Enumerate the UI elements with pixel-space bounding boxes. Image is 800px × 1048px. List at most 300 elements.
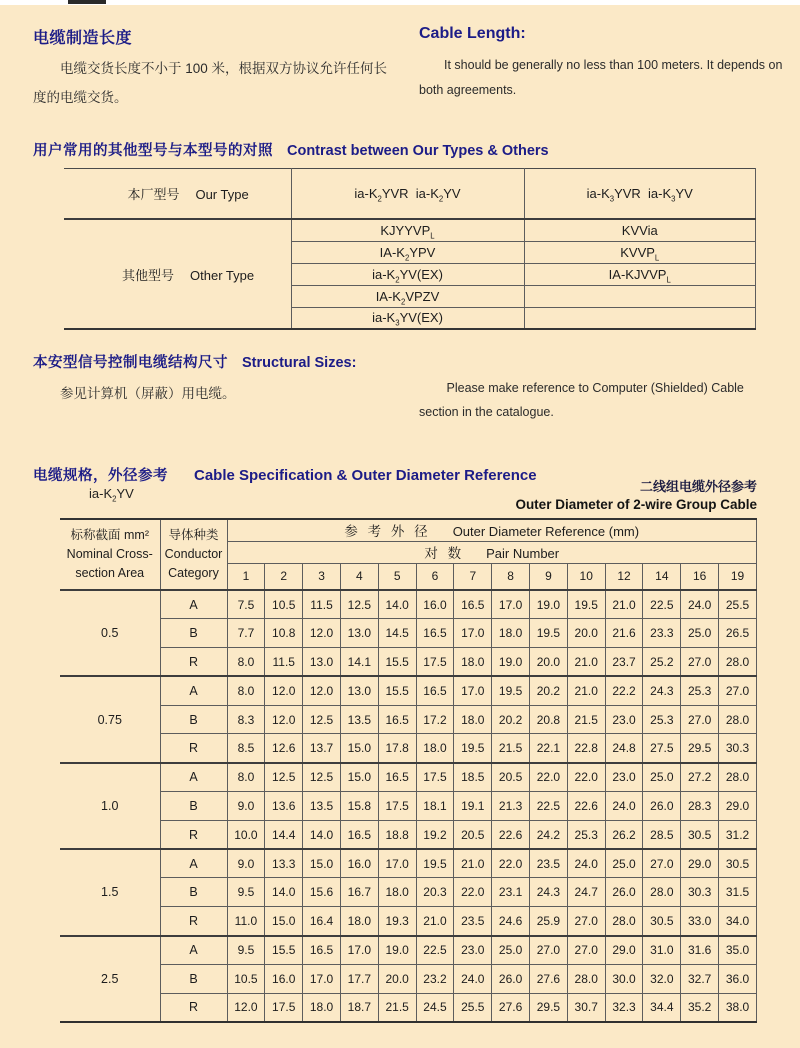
outer-diameter-value-cell: 23.5	[530, 849, 568, 878]
pair-number-cell: 16	[681, 563, 719, 590]
pair-number-cell: 7	[454, 563, 492, 590]
header-en: Pair Number	[486, 546, 560, 561]
title-text-en: Contrast between Our Types & Others	[287, 143, 549, 160]
outer-diameter-value-cell: 34.4	[643, 993, 681, 1022]
outer-diameter-value-cell: 17.0	[454, 619, 492, 648]
our-type-cell: $ia-K_3YVR$ $ia-K_3YV$	[524, 169, 756, 220]
outer-diameter-value-cell: 15.5	[265, 936, 303, 965]
outer-diameter-value-cell: 9.5	[227, 878, 265, 907]
title-text: Cable Length:	[419, 25, 526, 43]
cross-section-size-cell: 1.0	[60, 763, 160, 849]
header-line: Nominal Cross-	[66, 547, 153, 562]
outer-diameter-value-cell: 17.0	[378, 849, 416, 878]
outer-diameter-value-cell: 15.5	[378, 676, 416, 705]
conductor-category-cell: R	[160, 993, 227, 1022]
outer-diameter-value-cell: 28.3	[681, 792, 719, 821]
header-line: section Area	[75, 565, 145, 580]
outer-diameter-value-cell: 13.7	[303, 734, 341, 763]
outer-diameter-value-cell: 25.5	[454, 993, 492, 1022]
outer-diameter-value-cell: 25.5	[719, 590, 757, 619]
outer-diameter-value-cell: 27.0	[643, 849, 681, 878]
title-text: 电缆制造长度	[33, 30, 133, 48]
outer-diameter-value-cell: 27.0	[567, 907, 605, 936]
outer-diameter-value-cell: 19.5	[454, 734, 492, 763]
outer-diameter-value-cell: 22.8	[567, 734, 605, 763]
outer-diameter-value-cell: 24.2	[530, 820, 568, 849]
outer-diameter-value-cell: 18.8	[378, 820, 416, 849]
outer-diameter-value-cell: 24.3	[530, 878, 568, 907]
outer-diameter-value-cell: 19.0	[530, 590, 568, 619]
outer-diameter-value-cell: 16.5	[303, 936, 341, 965]
spec-table	[60, 518, 757, 1023]
outer-diameter-value-cell: 21.0	[567, 676, 605, 705]
outer-diameter-value-cell: 20.0	[378, 964, 416, 993]
outer-diameter-value-cell: 27.2	[681, 763, 719, 792]
outer-diameter-value-cell: 18.0	[492, 619, 530, 648]
outer-diameter-value-cell: 27.0	[567, 936, 605, 965]
outer-diameter-value-cell: 18.7	[340, 993, 378, 1022]
outer-diameter-value-cell: 18.0	[454, 705, 492, 734]
outer-diameter-value-cell: 8.5	[227, 734, 265, 763]
outer-diameter-value-cell: 19.2	[416, 820, 454, 849]
outer-diameter-value-cell: 22.5	[643, 590, 681, 619]
outer-diameter-value-cell: 12.6	[265, 734, 303, 763]
outer-diameter-value-cell: 30.3	[719, 734, 757, 763]
outer-diameter-value-cell: 16.5	[378, 705, 416, 734]
nominal-cross-section-header	[60, 519, 160, 590]
outer-diameter-value-cell: 18.0	[416, 734, 454, 763]
outer-diameter-value-cell: 22.0	[567, 763, 605, 792]
outer-diameter-value-cell: 25.9	[530, 907, 568, 936]
spec-data-row	[60, 964, 757, 993]
scan-artifact-mark	[68, 0, 106, 4]
outer-diameter-value-cell: 27.6	[530, 964, 568, 993]
outer-diameter-value-cell: 31.5	[719, 878, 757, 907]
outer-diameter-value-cell: 17.0	[303, 964, 341, 993]
spec-data-row	[60, 849, 757, 878]
structural-body-en: Please make reference to Computer (Shielded) Cable section in the catalogue.	[419, 380, 744, 419]
outer-diameter-value-cell: 27.0	[719, 676, 757, 705]
outer-diameter-value-cell: 14.0	[378, 590, 416, 619]
outer-diameter-value-cell: 19.0	[378, 936, 416, 965]
outer-diameter-value-cell: 25.2	[643, 648, 681, 677]
outer-diameter-value-cell: 29.0	[681, 849, 719, 878]
conductor-category-cell: B	[160, 705, 227, 734]
header-zh: 参 考 外 径	[344, 524, 431, 540]
type-contrast-table	[64, 168, 756, 330]
conductor-category-cell: B	[160, 964, 227, 993]
outer-diameter-value-cell: 30.5	[643, 907, 681, 936]
our-type-label-cell	[64, 169, 291, 220]
outer-diameter-header	[227, 519, 757, 541]
structural-body-zh: 参见计算机（屏蔽）用电缆。	[60, 385, 236, 401]
other-type-cell: $ia-K_3YV(EX)$	[291, 307, 524, 329]
outer-diameter-value-cell: 28.5	[643, 820, 681, 849]
outer-diameter-value-cell: 15.0	[340, 763, 378, 792]
section-title-structural	[33, 351, 356, 372]
outer-diameter-value-cell: 17.0	[492, 590, 530, 619]
outer-diameter-value-cell: 14.5	[378, 619, 416, 648]
outer-diameter-value-cell: 26.2	[605, 820, 643, 849]
pair-number-cell: 3	[303, 563, 341, 590]
conductor-category-header	[160, 519, 227, 590]
conductor-category-cell: A	[160, 763, 227, 792]
outer-diameter-value-cell: 34.0	[719, 907, 757, 936]
outer-diameter-value-cell: 24.0	[567, 849, 605, 878]
outer-diameter-value-cell: 13.6	[265, 792, 303, 821]
outer-diameter-value-cell: 26.0	[643, 792, 681, 821]
outer-diameter-value-cell: 23.5	[454, 907, 492, 936]
outer-diameter-value-cell: 14.1	[340, 648, 378, 677]
outer-diameter-value-cell: 15.0	[303, 849, 341, 878]
outer-diameter-value-cell: 24.6	[492, 907, 530, 936]
spec-data-row	[60, 734, 757, 763]
spec-header-row	[60, 519, 757, 541]
header-line: 标称截面 mm²	[70, 528, 149, 543]
outer-diameter-value-cell: 21.5	[567, 705, 605, 734]
other-type-cell	[524, 307, 756, 329]
outer-diameter-value-cell: 17.8	[378, 734, 416, 763]
outer-diameter-value-cell: 13.5	[303, 792, 341, 821]
outer-diameter-value-cell: 19.1	[454, 792, 492, 821]
outer-diameter-value-cell: 24.8	[605, 734, 643, 763]
outer-diameter-value-cell: 30.5	[681, 820, 719, 849]
outer-diameter-value-cell: 16.5	[416, 619, 454, 648]
outer-diameter-value-cell: 13.5	[340, 705, 378, 734]
outer-diameter-value-cell: 22.6	[492, 820, 530, 849]
outer-diameter-value-cell: 20.5	[492, 763, 530, 792]
pair-number-cell: 12	[605, 563, 643, 590]
outer-diameter-value-cell: 23.3	[643, 619, 681, 648]
outer-diameter-value-cell: 23.2	[416, 964, 454, 993]
outer-diameter-value-cell: 14.0	[265, 878, 303, 907]
outer-diameter-value-cell: 13.0	[340, 676, 378, 705]
outer-diameter-value-cell: 16.0	[416, 590, 454, 619]
outer-diameter-value-cell: 11.5	[303, 590, 341, 619]
title-text-en: Structural Sizes:	[242, 355, 357, 372]
outer-diameter-value-cell: 22.0	[492, 849, 530, 878]
outer-diameter-value-cell: 31.0	[643, 936, 681, 965]
outer-diameter-value-cell: 19.5	[530, 619, 568, 648]
outer-diameter-value-cell: 20.0	[567, 619, 605, 648]
cross-section-size-cell: 0.5	[60, 590, 160, 676]
outer-diameter-value-cell: 12.0	[303, 676, 341, 705]
table-note-zh: 二线组电缆外径参考	[639, 479, 757, 494]
outer-diameter-value-cell: 22.5	[530, 792, 568, 821]
spec-data-row	[60, 590, 757, 619]
outer-diameter-value-cell: 22.5	[416, 936, 454, 965]
other-type-cell: $IA-KJVVP_L$	[524, 263, 756, 285]
outer-diameter-value-cell: 18.0	[378, 878, 416, 907]
conductor-category-cell: R	[160, 907, 227, 936]
outer-diameter-value-cell: 8.3	[227, 705, 265, 734]
table-row	[64, 169, 756, 220]
header-en: Outer Diameter Reference (mm)	[452, 524, 640, 540]
outer-diameter-value-cell: 26.0	[492, 964, 530, 993]
outer-diameter-value-cell: 17.7	[340, 964, 378, 993]
outer-diameter-value-cell: 15.5	[378, 648, 416, 677]
header-line: Conductor	[164, 547, 223, 562]
conductor-category-cell: B	[160, 878, 227, 907]
outer-diameter-value-cell: 27.6	[492, 993, 530, 1022]
outer-diameter-value-cell: 20.5	[454, 820, 492, 849]
outer-diameter-value-cell: 26.5	[719, 619, 757, 648]
outer-diameter-value-cell: 21.5	[492, 734, 530, 763]
outer-diameter-value-cell: 10.8	[265, 619, 303, 648]
outer-diameter-value-cell: 11.0	[227, 907, 265, 936]
section-title-cable-length-en	[419, 25, 526, 43]
cable-model-label: $ia-K_2YV$	[89, 486, 134, 504]
outer-diameter-value-cell: 29.0	[719, 792, 757, 821]
pair-number-cell: 4	[340, 563, 378, 590]
table-note	[400, 478, 757, 514]
outer-diameter-value-cell: 19.5	[416, 849, 454, 878]
outer-diameter-value-cell: 22.6	[567, 792, 605, 821]
pair-number-cell: 8	[492, 563, 530, 590]
spec-data-row	[60, 907, 757, 936]
outer-diameter-value-cell: 17.5	[416, 648, 454, 677]
outer-diameter-value-cell: 15.8	[340, 792, 378, 821]
outer-diameter-value-cell: 12.0	[227, 993, 265, 1022]
spec-data-row	[60, 820, 757, 849]
outer-diameter-value-cell: 21.6	[605, 619, 643, 648]
outer-diameter-value-cell: 23.0	[605, 763, 643, 792]
pair-number-cell: 6	[416, 563, 454, 590]
section-title-cable-length-zh	[33, 25, 132, 48]
outer-diameter-value-cell: 23.7	[605, 648, 643, 677]
outer-diameter-value-cell: 24.3	[643, 676, 681, 705]
conductor-category-cell: B	[160, 619, 227, 648]
outer-diameter-value-cell: 7.5	[227, 590, 265, 619]
outer-diameter-value-cell: 27.0	[681, 705, 719, 734]
pair-number-cell: 2	[265, 563, 303, 590]
outer-diameter-value-cell: 18.5	[454, 763, 492, 792]
outer-diameter-value-cell: 13.0	[303, 648, 341, 677]
outer-diameter-value-cell: 38.0	[719, 993, 757, 1022]
spec-data-row	[60, 936, 757, 965]
table-row	[64, 219, 756, 241]
outer-diameter-value-cell: 24.0	[681, 590, 719, 619]
pair-number-cell: 14	[643, 563, 681, 590]
conductor-category-cell: A	[160, 590, 227, 619]
conductor-category-cell: A	[160, 676, 227, 705]
outer-diameter-value-cell: 32.3	[605, 993, 643, 1022]
outer-diameter-value-cell: 16.0	[340, 849, 378, 878]
outer-diameter-value-cell: 12.0	[265, 705, 303, 734]
outer-diameter-value-cell: 9.5	[227, 936, 265, 965]
header-zh: 对 数	[424, 546, 465, 561]
outer-diameter-value-cell: 7.7	[227, 619, 265, 648]
conductor-category-cell: A	[160, 849, 227, 878]
outer-diameter-value-cell: 19.5	[567, 590, 605, 619]
outer-diameter-value-cell: 13.3	[265, 849, 303, 878]
cable-length-body-en: It should be generally no less than 100 meters. It depends on both agreements.	[419, 57, 783, 97]
outer-diameter-value-cell: 22.2	[605, 676, 643, 705]
outer-diameter-value-cell: 24.7	[567, 878, 605, 907]
outer-diameter-value-cell: 10.0	[227, 820, 265, 849]
outer-diameter-value-cell: 19.5	[492, 676, 530, 705]
other-type-cell: $IA-K_2VPZV$	[291, 285, 524, 307]
conductor-category-cell: A	[160, 936, 227, 965]
outer-diameter-value-cell: 16.5	[378, 763, 416, 792]
outer-diameter-value-cell: 25.0	[643, 763, 681, 792]
outer-diameter-value-cell: 23.0	[454, 936, 492, 965]
outer-diameter-value-cell: 27.0	[530, 936, 568, 965]
spec-data-row	[60, 763, 757, 792]
outer-diameter-value-cell: 20.2	[530, 676, 568, 705]
outer-diameter-value-cell: 23.0	[605, 705, 643, 734]
outer-diameter-value-cell: 24.5	[416, 993, 454, 1022]
section-title-contrast	[33, 139, 549, 160]
title-text-zh: 用户常用的其他型号与本型号的对照	[33, 143, 273, 160]
outer-diameter-value-cell: 8.0	[227, 648, 265, 677]
outer-diameter-value-cell: 18.1	[416, 792, 454, 821]
outer-diameter-value-cell: 32.0	[643, 964, 681, 993]
label-en: Other Type	[190, 267, 255, 283]
pair-number-cell: 9	[530, 563, 568, 590]
outer-diameter-value-cell: 12.0	[265, 676, 303, 705]
header-line: 导体种类	[168, 528, 219, 543]
outer-diameter-value-cell: 35.0	[719, 936, 757, 965]
outer-diameter-value-cell: 23.1	[492, 878, 530, 907]
outer-diameter-value-cell: 17.0	[454, 676, 492, 705]
outer-diameter-value-cell: 17.5	[265, 993, 303, 1022]
outer-diameter-value-cell: 35.2	[681, 993, 719, 1022]
conductor-category-cell: B	[160, 792, 227, 821]
spec-data-row	[60, 648, 757, 677]
header-line: Category	[168, 565, 219, 580]
outer-diameter-value-cell: 16.7	[340, 878, 378, 907]
outer-diameter-value-cell: 28.0	[567, 964, 605, 993]
outer-diameter-value-cell: 20.2	[492, 705, 530, 734]
outer-diameter-value-cell: 13.0	[340, 619, 378, 648]
pair-number-cell: 19	[719, 563, 757, 590]
conductor-category-cell: R	[160, 820, 227, 849]
outer-diameter-value-cell: 14.0	[303, 820, 341, 849]
outer-diameter-value-cell: 25.3	[643, 705, 681, 734]
outer-diameter-value-cell: 20.3	[416, 878, 454, 907]
pair-number-cell: 10	[567, 563, 605, 590]
spec-data-row	[60, 993, 757, 1022]
outer-diameter-value-cell: 16.5	[340, 820, 378, 849]
outer-diameter-value-cell: 14.4	[265, 820, 303, 849]
outer-diameter-value-cell: 10.5	[227, 964, 265, 993]
outer-diameter-value-cell: 16.4	[303, 907, 341, 936]
title-text-zh: 电缆规格，外径参考	[33, 468, 168, 485]
title-text-en: Cable Specification & Outer Diameter Reference	[194, 467, 537, 485]
spec-data-row	[60, 676, 757, 705]
other-type-cell: KVVia	[524, 219, 756, 241]
other-type-cell: $IA-K_2YPV$	[291, 241, 524, 263]
outer-diameter-value-cell: 17.0	[340, 936, 378, 965]
outer-diameter-value-cell: 18.0	[340, 907, 378, 936]
spec-data-row	[60, 792, 757, 821]
outer-diameter-value-cell: 25.3	[567, 820, 605, 849]
outer-diameter-value-cell: 25.0	[605, 849, 643, 878]
cross-section-size-cell: 0.75	[60, 676, 160, 762]
outer-diameter-value-cell: 29.5	[681, 734, 719, 763]
outer-diameter-value-cell: 12.5	[303, 705, 341, 734]
other-type-cell: $KJYYVP_L$	[291, 219, 524, 241]
outer-diameter-value-cell: 21.5	[378, 993, 416, 1022]
outer-diameter-value-cell: 25.0	[681, 619, 719, 648]
cross-section-size-cell: 1.5	[60, 849, 160, 935]
other-type-cell	[524, 285, 756, 307]
outer-diameter-value-cell: 29.0	[605, 936, 643, 965]
outer-diameter-value-cell: 36.0	[719, 964, 757, 993]
outer-diameter-value-cell: 12.5	[340, 590, 378, 619]
spec-table-body	[60, 590, 757, 1022]
outer-diameter-value-cell: 18.0	[303, 993, 341, 1022]
outer-diameter-value-cell: 24.0	[454, 964, 492, 993]
label-zh: 本厂型号	[127, 187, 180, 202]
outer-diameter-value-cell: 31.2	[719, 820, 757, 849]
title-text-zh: 本安型信号控制电缆结构尺寸	[33, 355, 228, 372]
cross-section-size-cell: 2.5	[60, 936, 160, 1022]
outer-diameter-value-cell: 9.0	[227, 792, 265, 821]
outer-diameter-value-cell: 17.2	[416, 705, 454, 734]
outer-diameter-value-cell: 12.5	[303, 763, 341, 792]
outer-diameter-value-cell: 8.0	[227, 763, 265, 792]
outer-diameter-value-cell: 16.5	[454, 590, 492, 619]
outer-diameter-value-cell: 12.0	[303, 619, 341, 648]
outer-diameter-value-cell: 21.0	[567, 648, 605, 677]
outer-diameter-value-cell: 16.5	[416, 676, 454, 705]
outer-diameter-value-cell: 28.0	[719, 763, 757, 792]
outer-diameter-value-cell: 20.0	[530, 648, 568, 677]
outer-diameter-value-cell: 28.0	[719, 705, 757, 734]
outer-diameter-value-cell: 20.8	[530, 705, 568, 734]
outer-diameter-value-cell: 31.6	[681, 936, 719, 965]
outer-diameter-value-cell: 30.3	[681, 878, 719, 907]
outer-diameter-value-cell: 21.0	[416, 907, 454, 936]
outer-diameter-value-cell: 25.0	[492, 936, 530, 965]
outer-diameter-value-cell: 26.0	[605, 878, 643, 907]
outer-diameter-value-cell: 9.0	[227, 849, 265, 878]
page-top-strip	[0, 0, 800, 5]
outer-diameter-value-cell: 22.1	[530, 734, 568, 763]
outer-diameter-value-cell: 28.0	[719, 648, 757, 677]
pair-number-cell: 5	[378, 563, 416, 590]
outer-diameter-value-cell: 22.0	[530, 763, 568, 792]
other-type-cell: $ia-K_2YV(EX)$	[291, 263, 524, 285]
outer-diameter-value-cell: 11.5	[265, 648, 303, 677]
pair-number-cell: 1	[227, 563, 265, 590]
outer-diameter-value-cell: 15.0	[340, 734, 378, 763]
outer-diameter-value-cell: 22.0	[454, 878, 492, 907]
outer-diameter-value-cell: 21.0	[454, 849, 492, 878]
outer-diameter-value-cell: 28.0	[643, 878, 681, 907]
outer-diameter-value-cell: 27.5	[643, 734, 681, 763]
spec-data-row	[60, 619, 757, 648]
outer-diameter-value-cell: 19.0	[492, 648, 530, 677]
outer-diameter-value-cell: 15.0	[265, 907, 303, 936]
outer-diameter-value-cell: 27.0	[681, 648, 719, 677]
outer-diameter-value-cell: 17.5	[416, 763, 454, 792]
cable-length-body-zh: 电缆交货长度不小于 100 米，根据双方协议允许任何长度的电缆交货。	[33, 60, 388, 105]
conductor-category-cell: R	[160, 648, 227, 677]
conductor-category-cell: R	[160, 734, 227, 763]
outer-diameter-value-cell: 29.5	[530, 993, 568, 1022]
outer-diameter-value-cell: 30.5	[719, 849, 757, 878]
other-type-cell: $KVVP_L$	[524, 241, 756, 263]
outer-diameter-value-cell: 12.5	[265, 763, 303, 792]
our-type-cell: $ia-K_2YVR$ $ia-K_2YV$	[291, 169, 524, 220]
outer-diameter-value-cell: 25.3	[681, 676, 719, 705]
outer-diameter-value-cell: 17.5	[378, 792, 416, 821]
table-note-en: Outer Diameter of 2-wire Group Cable	[515, 497, 757, 512]
outer-diameter-value-cell: 28.0	[605, 907, 643, 936]
